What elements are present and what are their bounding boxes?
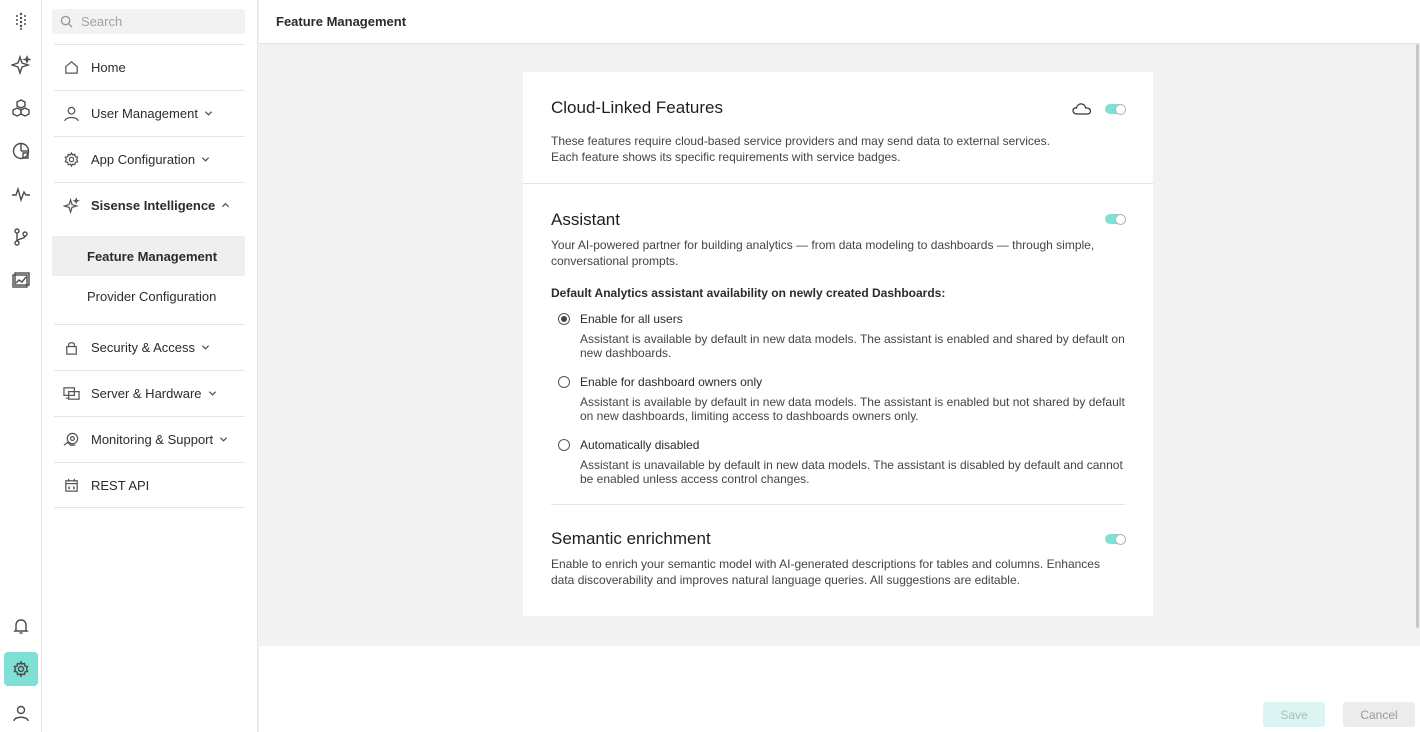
sidebar-nav — [54, 44, 245, 508]
section-title: Semantic enrichment — [551, 529, 711, 548]
sidebar-item-label: Sisense Intelligence — [91, 198, 216, 213]
sidebar-item-server-hardware[interactable] — [54, 370, 245, 416]
chevron-down-icon — [208, 389, 217, 398]
cloud-linked-section — [523, 72, 1153, 184]
option-label: Automatically disabled — [580, 438, 700, 452]
option-owners-only[interactable] — [551, 375, 1125, 423]
chevron-down-icon — [219, 435, 228, 444]
option-disabled[interactable] — [551, 438, 1125, 486]
sidebar-item-app-configuration[interactable] — [54, 136, 245, 182]
chevron-down-icon — [201, 155, 210, 164]
sidebar-item-label: User Management — [91, 106, 198, 121]
page-title: Feature Management — [259, 0, 1420, 44]
sparkle-icon — [62, 197, 80, 215]
sidebar-item-rest-api[interactable] — [54, 462, 245, 508]
monitoring-icon — [62, 431, 80, 449]
availability-question: Default Analytics assistant availability on newly created Dashboards: — [551, 286, 946, 300]
sidebar-submenu — [54, 228, 245, 324]
section-description: Your AI-powered partner for building analytics — from data modeling to dashboards — through simple, conversational prompts. — [551, 238, 1095, 268]
icon-rail — [0, 0, 42, 732]
search-box — [52, 9, 245, 34]
gear-icon — [62, 151, 80, 169]
feature-card — [523, 72, 1153, 616]
section-description: Enable to enrich your semantic model with AI-generated descriptions for tables and columns. Enhances data discoverability and improves natural language queries. All suggestions are editable. — [551, 557, 1100, 587]
sidebar-subitem-provider-configuration[interactable]: Provider Configuration — [87, 288, 217, 304]
git-branch-icon[interactable] — [4, 220, 38, 254]
footer-bar — [259, 646, 1420, 732]
section-title: Cloud-Linked Features — [551, 98, 723, 117]
option-all-users[interactable] — [551, 312, 1125, 360]
search-icon — [60, 15, 73, 28]
radio-all-users[interactable] — [558, 313, 570, 325]
semantic-section — [523, 505, 1153, 616]
section-description — [551, 133, 1125, 165]
pulse-icon[interactable] — [4, 177, 38, 211]
chevron-down-icon — [204, 109, 213, 118]
sidebar — [42, 0, 258, 732]
cloud-controls — [1072, 102, 1125, 116]
bell-icon[interactable] — [4, 609, 38, 643]
user-icon — [62, 105, 80, 123]
chevron-up-icon — [221, 201, 230, 210]
option-label: Enable for dashboard owners only — [580, 375, 763, 389]
server-icon — [62, 385, 80, 403]
cloud-icon — [1072, 102, 1092, 116]
grid-logo-icon[interactable] — [4, 4, 38, 38]
description-line: These features require cloud-based service providers and may send data to external services. — [551, 134, 1050, 148]
sidebar-item-label: REST API — [91, 477, 150, 493]
sidebar-item-label: Monitoring & Support — [91, 432, 214, 447]
sidebar-item-label: Security & Access — [91, 340, 196, 355]
assistant-toggle[interactable] — [1105, 214, 1125, 224]
sparkle-icon[interactable] — [4, 48, 38, 82]
sidebar-item-label: App Configuration — [91, 152, 196, 167]
sidebar-item-label: Server & Hardware — [91, 386, 202, 401]
semantic-toggle[interactable] — [1105, 534, 1125, 544]
sidebar-item-home[interactable] — [54, 44, 245, 90]
chevron-down-icon — [201, 343, 210, 352]
radio-owners-only[interactable] — [558, 376, 570, 388]
section-title: Assistant — [551, 210, 620, 229]
dashboards-icon[interactable] — [4, 264, 38, 298]
cubes-icon[interactable] — [4, 91, 38, 125]
scrollbar[interactable] — [1416, 44, 1419, 628]
option-description: Assistant is unavailable by default in new data models. The assistant is disabled by default and cannot be enabled unless access control changes. — [580, 458, 1123, 486]
sidebar-item-user-management[interactable] — [54, 90, 245, 136]
sidebar-item-security-access[interactable] — [54, 324, 245, 370]
user-icon[interactable] — [4, 696, 38, 730]
option-description: Assistant is available by default in new data models. The assistant is enabled but not shared by default on new dashboards, limiting access to dashboards owners only. — [580, 395, 1125, 423]
api-icon — [62, 476, 80, 494]
radio-disabled[interactable] — [558, 439, 570, 451]
pie-chart-icon[interactable] — [4, 134, 38, 168]
cancel-button[interactable]: Cancel — [1343, 702, 1415, 727]
search-input[interactable] — [81, 14, 241, 29]
lock-icon — [62, 339, 80, 357]
main-content — [259, 44, 1420, 646]
cloud-features-toggle[interactable] — [1105, 104, 1125, 114]
option-description: Assistant is available by default in new data models. The assistant is enabled and shared by default on new dashboards. — [580, 332, 1125, 360]
sidebar-subitem-feature-management[interactable]: Feature Management — [52, 236, 245, 276]
option-label: Enable for all users — [580, 312, 683, 326]
save-button[interactable]: Save — [1263, 702, 1325, 727]
description-line: Each feature shows its specific requirements with service badges. — [551, 150, 901, 164]
sidebar-item-monitoring-support[interactable] — [54, 416, 245, 462]
assistant-section — [523, 184, 1153, 504]
gear-icon[interactable] — [4, 652, 38, 686]
sidebar-item-label: Home — [91, 60, 126, 75]
sidebar-item-sisense-intelligence[interactable] — [54, 182, 245, 228]
home-icon — [62, 59, 80, 77]
